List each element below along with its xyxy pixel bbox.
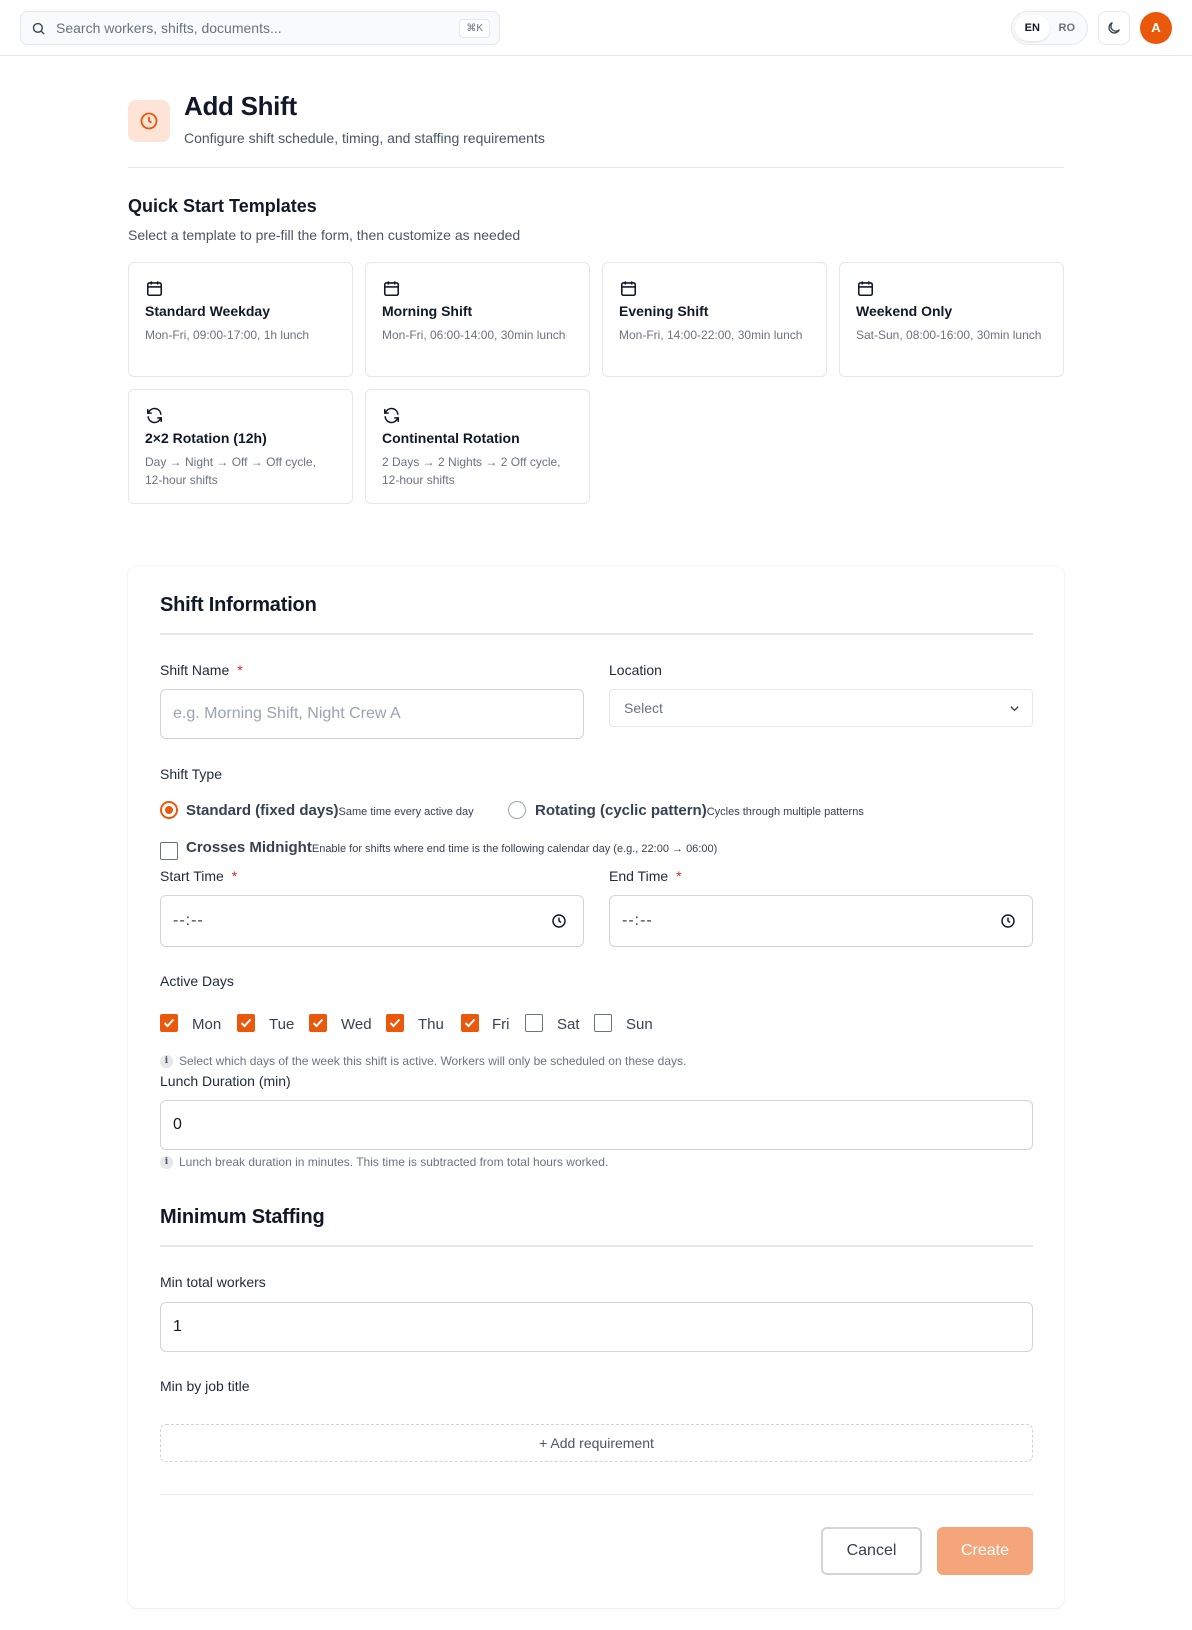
- day-checkbox-wed[interactable]: [309, 1014, 327, 1032]
- rotate-icon: [382, 406, 401, 425]
- day-label-sat[interactable]: Sat: [557, 1016, 580, 1033]
- lunch-duration-input[interactable]: [160, 1100, 1033, 1150]
- template-description: Sat-Sun, 08:00-16:00, 30min lunch: [856, 328, 1042, 342]
- header-divider: [128, 167, 1064, 168]
- start-time-input[interactable]: [160, 895, 584, 947]
- template-name: Standard Weekday: [145, 303, 271, 319]
- shift-type-standard-radio[interactable]: [160, 801, 178, 819]
- language-switcher: [1011, 11, 1088, 45]
- page-title: Add Shift: [184, 91, 297, 121]
- create-button[interactable]: Create: [937, 1527, 1033, 1575]
- required-marker: *: [231, 868, 238, 884]
- search-shortcut-badge: ⌘K: [459, 19, 490, 38]
- template-card-standard-weekday[interactable]: [128, 262, 353, 377]
- check-icon: [388, 1016, 402, 1030]
- section-divider: [160, 1245, 1033, 1247]
- lunch-duration-help: i Lunch break duration in minutes. This time is subtracted from total hours worked.: [160, 1155, 608, 1169]
- calendar-icon: [619, 279, 638, 298]
- check-icon: [162, 1016, 176, 1030]
- language-ro-button[interactable]: RO: [1058, 22, 1075, 34]
- add-requirement-button[interactable]: + Add requirement: [160, 1424, 1033, 1462]
- shift-type-rotating-radio[interactable]: [508, 801, 526, 819]
- day-label-mon[interactable]: Mon: [192, 1016, 222, 1033]
- template-description: 2 Days → 2 Nights → 2 Off cycle, 12-hour shifts: [382, 455, 561, 487]
- min-total-workers-label: Min total workers: [160, 1274, 266, 1290]
- active-days-label: Active Days: [160, 973, 234, 989]
- section-title-shift-information: Shift Information: [160, 594, 317, 616]
- check-icon: [239, 1016, 253, 1030]
- location-label: Location: [609, 662, 662, 678]
- user-avatar[interactable]: A: [1140, 12, 1172, 44]
- day-checkbox-fri[interactable]: [461, 1014, 479, 1032]
- shift-name-label: Shift Name *: [160, 662, 243, 678]
- calendar-icon: [145, 279, 164, 298]
- lunch-duration-label: Lunch Duration (min): [160, 1073, 291, 1089]
- shift-type-standard-label[interactable]: Standard (fixed days)Same time every active day: [186, 802, 474, 819]
- shift-type-rotating-label[interactable]: Rotating (cyclic pattern)Cycles through multiple patterns: [535, 802, 864, 819]
- check-icon: [311, 1016, 325, 1030]
- crosses-midnight-label[interactable]: Crosses MidnightEnable for shifts where end time is the following calendar day (e.g., 22:00 → 06:00): [186, 839, 718, 856]
- end-time-value: --:--: [622, 912, 653, 929]
- template-name: Weekend Only: [856, 303, 953, 319]
- template-name: Morning Shift: [382, 303, 473, 319]
- location-select[interactable]: [609, 689, 1033, 727]
- day-label-thu[interactable]: Thu: [418, 1016, 444, 1033]
- search-input[interactable]: [56, 20, 446, 36]
- template-name: 2×2 Rotation (12h): [145, 430, 267, 446]
- template-name: Evening Shift: [619, 303, 709, 319]
- clock-icon[interactable]: [551, 913, 567, 929]
- active-days-help: i Select which days of the week this shift is active. Workers will only be scheduled on these days.: [160, 1054, 686, 1068]
- template-description: Mon-Fri, 14:00-22:00, 30min lunch: [619, 328, 803, 342]
- section-divider: [160, 633, 1033, 635]
- template-name: Continental Rotation: [382, 430, 520, 446]
- day-checkbox-sun[interactable]: [594, 1014, 612, 1032]
- info-icon: i: [160, 1055, 173, 1068]
- cancel-button[interactable]: Cancel: [821, 1527, 922, 1575]
- day-label-tue[interactable]: Tue: [269, 1016, 295, 1033]
- template-card-continental-rotation[interactable]: [365, 389, 590, 504]
- shift-type-standard-note: Same time every active day: [338, 806, 474, 818]
- clock-icon[interactable]: [1000, 913, 1016, 929]
- day-label-wed[interactable]: Wed: [341, 1016, 372, 1033]
- day-checkbox-tue[interactable]: [237, 1014, 255, 1032]
- top-bar: [0, 0, 1192, 56]
- crosses-midnight-note: Enable for shifts where end time is the following calendar day (e.g., 22:00 → 06:00): [311, 843, 718, 855]
- moon-icon: [1106, 20, 1122, 36]
- start-time-value: --:--: [173, 912, 204, 929]
- end-time-input[interactable]: [609, 895, 1033, 947]
- end-time-label: End Time *: [609, 868, 682, 884]
- section-title-minimum-staffing: Minimum Staffing: [160, 1206, 325, 1228]
- rotate-icon: [145, 406, 164, 425]
- shift-name-input[interactable]: [160, 689, 584, 739]
- template-card-2x2-rotation[interactable]: [128, 389, 353, 504]
- start-time-label: Start Time *: [160, 868, 238, 884]
- templates-title: Quick Start Templates: [128, 196, 317, 216]
- footer-divider: [160, 1494, 1033, 1495]
- location-selected-value: Select: [624, 700, 663, 716]
- page-subtitle: Configure shift schedule, timing, and staffing requirements: [184, 130, 545, 146]
- day-checkbox-mon[interactable]: [160, 1014, 178, 1032]
- info-icon: i: [160, 1156, 173, 1169]
- search-icon: [31, 21, 46, 36]
- calendar-icon: [856, 279, 875, 298]
- template-card-morning-shift[interactable]: [365, 262, 590, 377]
- template-card-weekend-only[interactable]: [839, 262, 1064, 377]
- check-icon: [463, 1016, 477, 1030]
- day-checkbox-thu[interactable]: [386, 1014, 404, 1032]
- shift-type-rotating-note: Cycles through multiple patterns: [706, 806, 864, 818]
- day-label-fri[interactable]: Fri: [492, 1016, 510, 1033]
- language-en-button[interactable]: EN: [1015, 15, 1050, 41]
- min-total-workers-input[interactable]: [160, 1302, 1033, 1352]
- calendar-icon: [382, 279, 401, 298]
- theme-toggle-button[interactable]: [1098, 11, 1130, 45]
- chevron-down-icon: [1009, 703, 1020, 714]
- clock-icon: [139, 111, 159, 131]
- crosses-midnight-checkbox[interactable]: [160, 842, 178, 860]
- shift-type-label: Shift Type: [160, 766, 223, 782]
- page-icon: [128, 100, 170, 142]
- templates-subtitle: Select a template to pre-fill the form, then customize as needed: [128, 227, 521, 243]
- global-search[interactable]: [20, 11, 500, 45]
- template-card-evening-shift[interactable]: [602, 262, 827, 377]
- min-by-job-title-label: Min by job title: [160, 1378, 250, 1394]
- template-description: Mon-Fri, 06:00-14:00, 30min lunch: [382, 328, 566, 342]
- required-marker: *: [237, 662, 243, 678]
- day-checkbox-sat[interactable]: [525, 1014, 543, 1032]
- template-description: Day → Night → Off → Off cycle, 12-hour shifts: [145, 455, 316, 487]
- day-label-sun[interactable]: Sun: [626, 1016, 653, 1033]
- required-marker: *: [676, 868, 682, 884]
- template-description: Mon-Fri, 09:00-17:00, 1h lunch: [145, 328, 310, 342]
